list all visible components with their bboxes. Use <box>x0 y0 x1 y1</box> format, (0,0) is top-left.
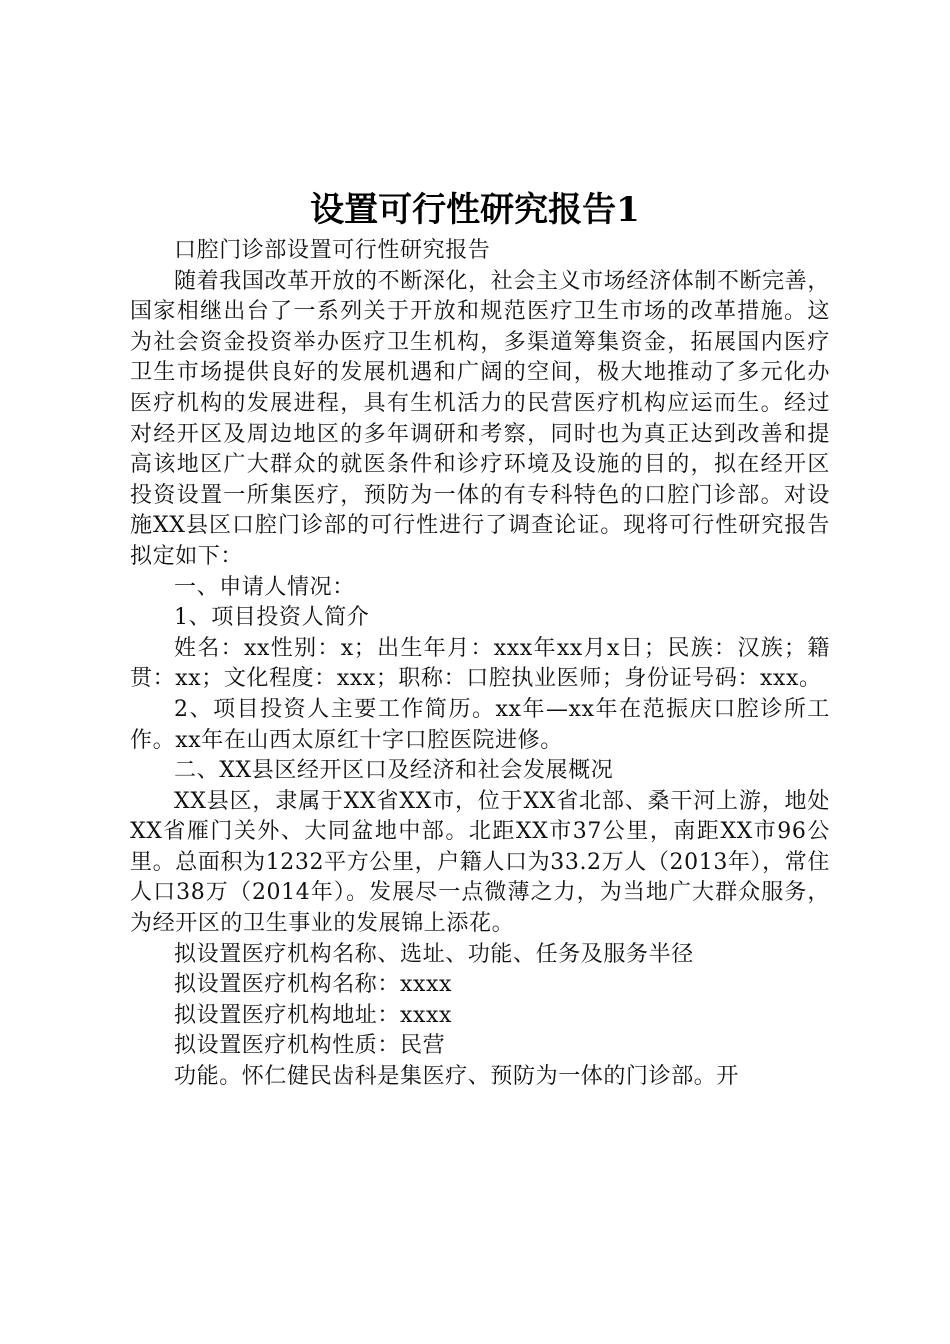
paragraph: 口腔门诊部设置可行性研究报告 <box>174 238 491 263</box>
document-body <box>130 236 830 1093</box>
paragraph: 功能。怀仁健民齿科是集医疗、预防为一体的门诊部。开 <box>174 1064 740 1090</box>
paragraph: 2、项目投资人主要工作简历。xx年—xx年在范振庆口腔诊所工作。xx年在山西太原红十字口腔医院进修。 <box>130 696 830 753</box>
document-title: 设置可行性研究报告1 <box>310 190 640 230</box>
paragraph: XX县区，隶属于XX省XX市，位于XX省北部、桑干河上游，地处XX省雁门关外、大同盆地中部。北距XX市37公里，南距XX市96公里。总面积为1232平方公里，户籍人口为33.2万人（2013年），常住人口38万（2014年）。发展尽一点微薄之力，为当地广大群众服务，为经开区的卫生事业的发展锦上添花。 <box>130 788 830 937</box>
paragraph: 一、申请人情况： <box>174 574 355 600</box>
paragraph: 姓名：xx性别：x；出生年月：xxx年xx月x日；民族：汉族；籍贯：xx；文化程度：xxx；职称：口腔执业医师；身份证号码：xxx。 <box>130 635 830 692</box>
paragraph: 拟设置医疗机构地址：xxxx <box>174 1002 453 1028</box>
paragraph: 二、XX县区经开区口及经济和社会发展概况 <box>174 758 614 784</box>
paragraph: 随着我国改革开放的不断深化，社会主义市场经济体制不断完善，国家相继出台了一系列关于开放和规范医疗卫生市场的改革措施。这为社会资金投资举办医疗卫生机构，多渠道筹集资金，拓展国内医疗卫生市场提供良好的发展机遇和广阔的空间，极大地推动了多元化办医疗机构的发展进程，具有生机活力的民营医疗机构应运而生。经过对经开区及周边地区的多年调研和考察，同时也为真正达到改善和提高该地区广大群众的就医条件和诊疗环境及设施的目的，拟在经开区投资设置一所集医疗，预防为一体的有专科特色的口腔门诊部。对设施XX县区口腔门诊部的可行性进行了调查论证。现将可行性研究报告拟定如下： <box>130 268 830 569</box>
paragraph: 拟设置医疗机构性质：民营 <box>174 1033 446 1059</box>
paragraph: 拟设置医疗机构名称：xxxx <box>174 972 453 998</box>
paragraph: 拟设置医疗机构名称、选址、功能、任务及服务半径 <box>174 941 694 967</box>
paragraph: 1、项目投资人简介 <box>174 605 370 631</box>
